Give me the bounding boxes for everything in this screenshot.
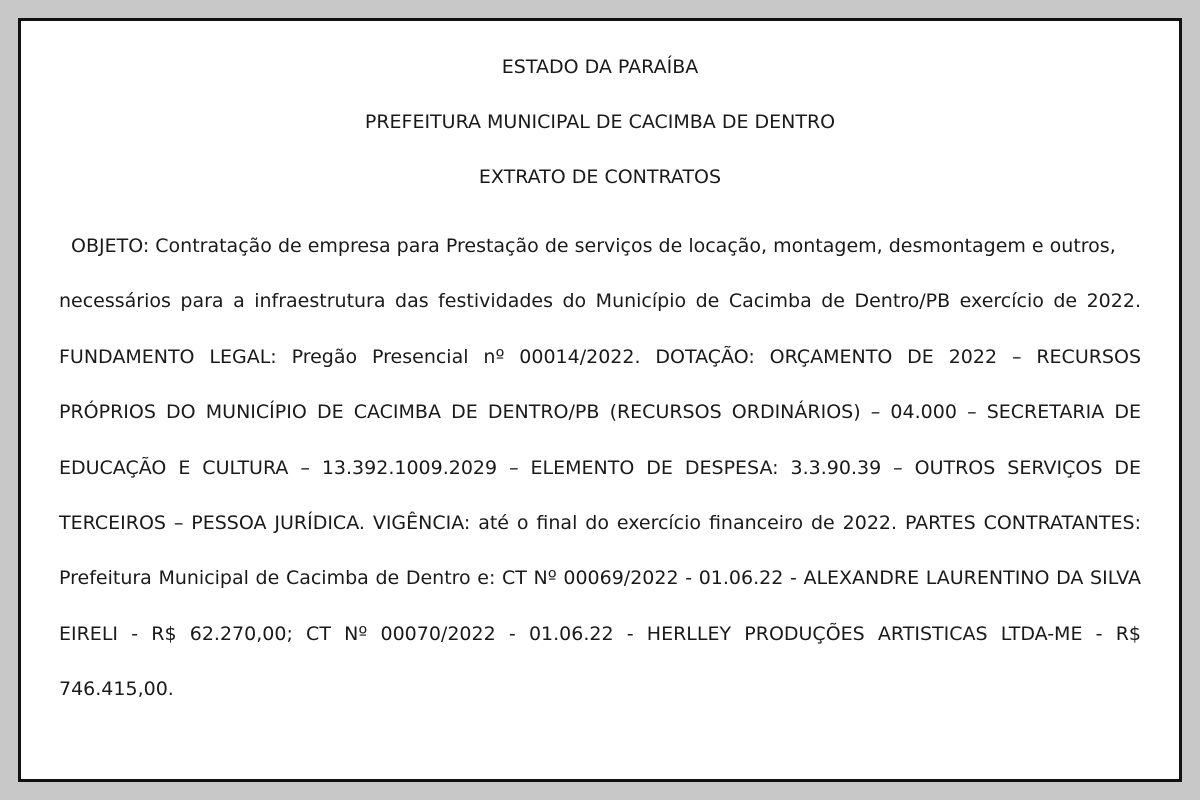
body-line: necessários para a infraestrutura das festividades do Município de Cacimba de Dentro/PB exercício de 2022. <box>59 290 1141 313</box>
body-line: OBJETO: Contratação de empresa para Prestação de serviços de locação, montagem, desmontagem e outros, <box>71 235 1116 257</box>
body-line: TERCEIROS – PESSOA JURÍDICA. VIGÊNCIA: até o final do exercício financeiro de 2022. PARTES CONTRATANTES: <box>59 511 1141 534</box>
document-frame <box>18 18 1182 782</box>
body-line: 746.415,00. <box>59 678 174 701</box>
body-line: EDUCAÇÃO E CULTURA – 13.392.1009.2029 – ELEMENTO DE DESPESA: 3.3.90.39 – OUTROS SERVIÇOS DE <box>59 456 1141 479</box>
municipality-heading: PREFEITURA MUNICIPAL DE CACIMBA DE DENTRO <box>364 111 836 133</box>
state-heading: ESTADO DA PARAÍBA <box>501 56 699 78</box>
document-title: EXTRATO DE CONTRATOS <box>478 166 722 188</box>
body-line: FUNDAMENTO LEGAL: Pregão Presencial nº 00014/2022. DOTAÇÃO: ORÇAMENTO DE 2022 – RECURSOS <box>59 345 1141 368</box>
body-line: Prefeitura Municipal de Cacimba de Dentro e: CT Nº 00069/2022 - 01.06.22 - ALEXANDRE LAURENTINO DA SILVA <box>59 567 1141 590</box>
body-line: EIRELI - R$ 62.270,00; CT Nº 00070/2022 - 01.06.22 - HERLLEY PRODUÇÕES ARTISTICAS LTDA-ME - R$ <box>59 622 1141 645</box>
body-line: PRÓPRIOS DO MUNICÍPIO DE CACIMBA DE DENTRO/PB (RECURSOS ORDINÁRIOS) – 04.000 – SECRETARIA DE <box>59 401 1141 424</box>
contract-extract-body <box>59 219 1141 718</box>
